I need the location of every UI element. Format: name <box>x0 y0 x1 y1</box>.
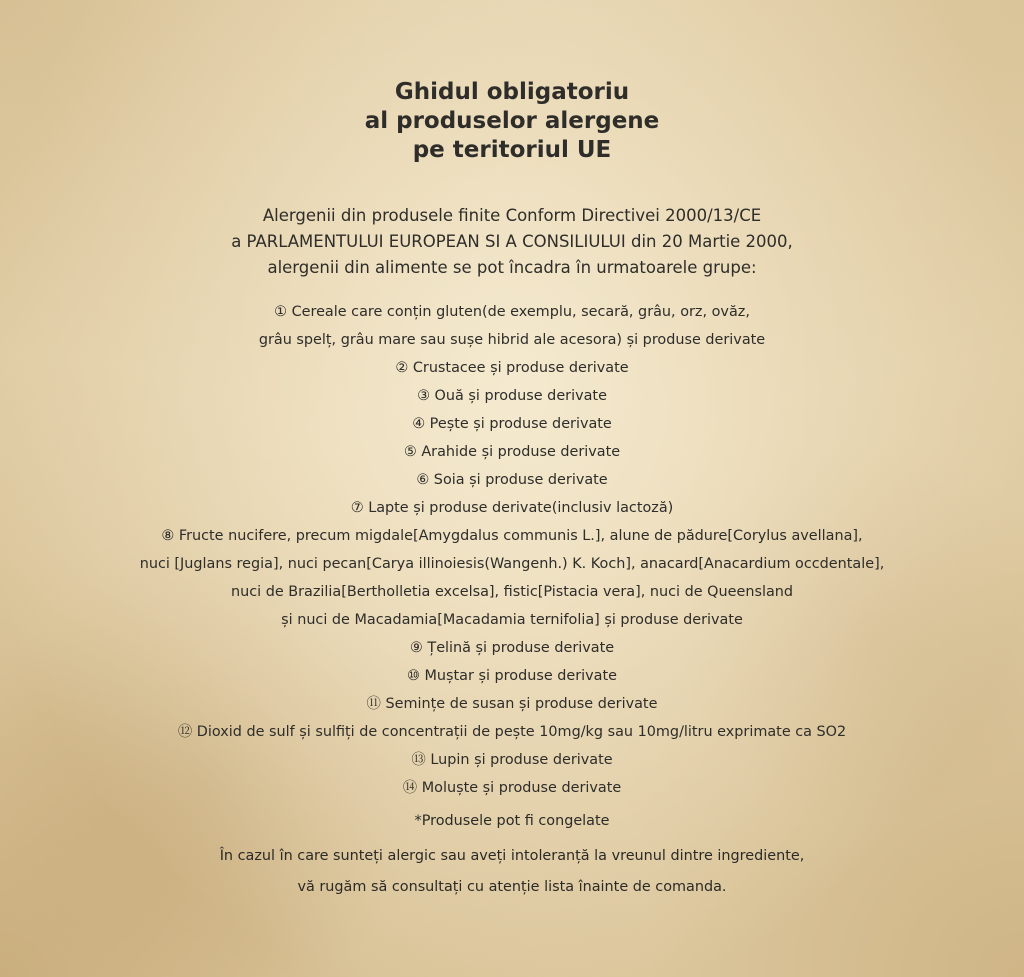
list-item: nuci de Brazilia[Bertholletia excelsa], fistic[Pistacia vera], nuci de Queensland <box>230 584 794 600</box>
list-item: ⑥ Soia și produse derivate <box>416 472 608 488</box>
list-item: ① Cereale care conțin gluten(de exemplu, secară, grâu, orz, ovăz, <box>274 304 750 320</box>
list-item: ③ Ouă și produse derivate <box>417 388 607 404</box>
title-line-3: pe teritoriul UE <box>412 137 612 163</box>
intro-line-3: alergenii din alimente se pot încadra în urmatoarele grupe: <box>267 258 757 277</box>
list-item: grâu spelț, grâu mare sau sușe hibrid ale acesora) și produse derivate <box>258 332 766 348</box>
list-item: ② Crustacee și produse derivate <box>395 360 629 376</box>
list-item: și nuci de Macadamia[Macadamia ternifolia] și produse derivate <box>281 612 743 628</box>
list-item: ⑭ Moluște și produse derivate <box>402 780 622 796</box>
title-line-1: Ghidul obligatoriu <box>394 79 630 105</box>
list-item: ⑫ Dioxid de sulf și sulfiți de concentrații de pește 10mg/kg sau 10mg/litru exprimate ca SO2 <box>177 724 847 740</box>
page-title <box>0 78 1024 165</box>
list-item: ⑪ Semințe de susan și produse derivate <box>366 696 658 712</box>
intro-line-2: a PARLAMENTULUI EUROPEAN SI A CONSILIULUI din 20 Martie 2000, <box>231 232 793 251</box>
list-item: ④ Pește și produse derivate <box>412 416 612 432</box>
list-item: ⑤ Arahide și produse derivate <box>403 444 621 460</box>
intro-line-1: Alergenii din produsele finite Conform Directivei 2000/13/CE <box>262 206 762 225</box>
frozen-note: *Produsele pot fi congelate <box>414 813 610 829</box>
allergen-list <box>0 298 1024 802</box>
footer-paragraph <box>0 841 1024 903</box>
title-line-2: al produselor alergene <box>364 108 660 134</box>
list-item: ⑧ Fructe nucifere, precum migdale[Amygdalus communis L.], alune de pădure[Corylus avellana], <box>161 528 863 544</box>
list-item: ⑩ Muștar și produse derivate <box>407 668 617 684</box>
list-item: ⑬ Lupin și produse derivate <box>411 752 613 768</box>
intro-paragraph <box>0 203 1024 281</box>
footer-line-2: vă rugăm să consultați cu atenție lista înainte de comanda. <box>297 879 727 895</box>
list-item: ⑦ Lapte și produse derivate(inclusiv lactoză) <box>350 500 674 516</box>
footer-line-1: În cazul în care sunteți alergic sau aveți intoleranță la vreunul dintre ingrediente, <box>219 848 805 864</box>
list-item: ⑨ Țelină și produse derivate <box>409 640 615 656</box>
list-item: nuci [Juglans regia], nuci pecan[Carya illinoiesis(Wangenh.) K. Koch], anacard[Anacardium occdentale], <box>139 556 885 572</box>
